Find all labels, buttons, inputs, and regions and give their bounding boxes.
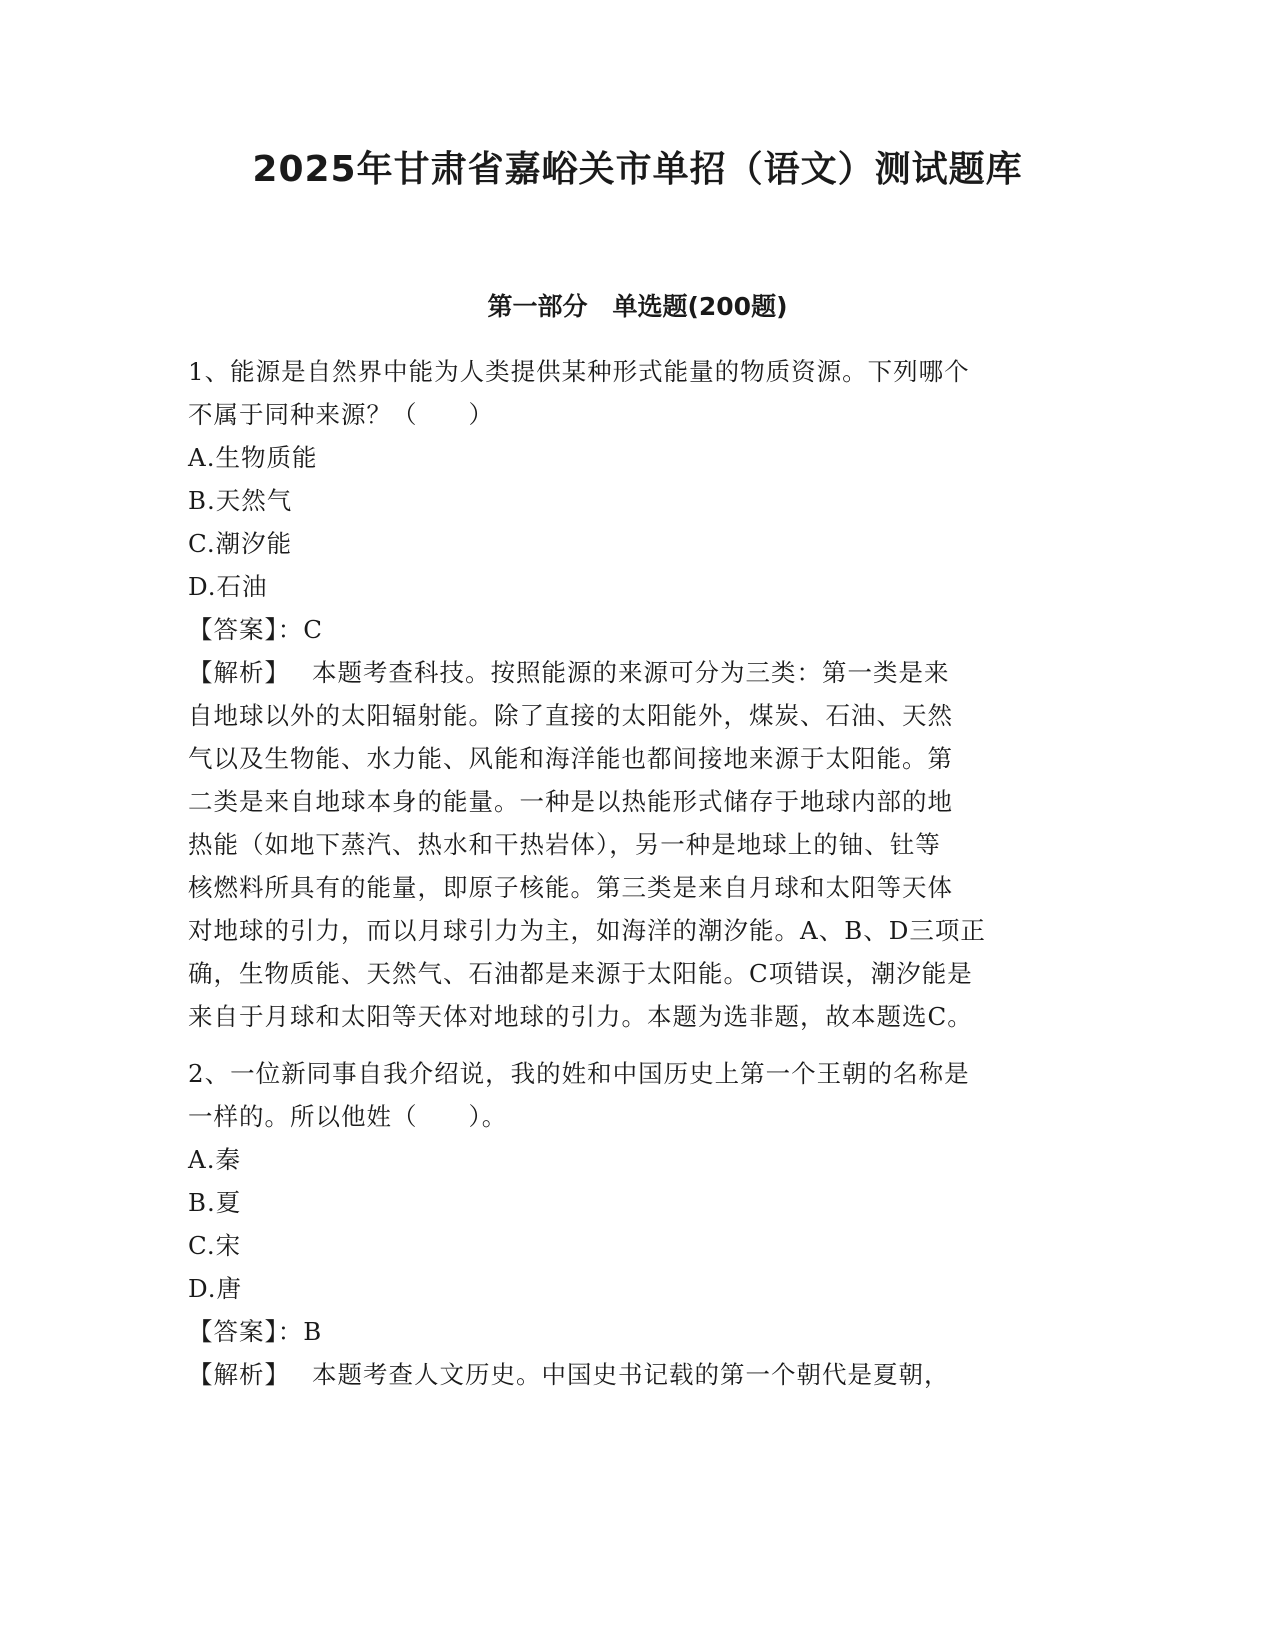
- question-list: [188, 350, 1088, 1396]
- document-title: 2025年甘肃省嘉峪关市单招（语文）测试题库: [252, 149, 1023, 190]
- analysis-line: 热能（如地下蒸汽、热水和干热岩体），另一种是地球上的铀、钍等: [188, 830, 941, 859]
- analysis-line: 对地球的引力，而以月球引力为主，如海洋的潮汐能。A、B、D三项正: [188, 916, 986, 945]
- option-b: B.夏: [188, 1188, 242, 1217]
- answer-label: 【答案】：: [188, 615, 304, 644]
- option-d: D.唐: [188, 1274, 243, 1303]
- analysis: [188, 651, 1088, 1038]
- answer-line: [188, 608, 1088, 651]
- analysis-line: 核燃料所具有的能量，即原子核能。第三类是来自月球和太阳等天体: [188, 873, 953, 902]
- analysis-line: 二类是来自地球本身的能量。一种是以热能形式储存于地球内部的地: [188, 787, 953, 816]
- analysis: [188, 1353, 1088, 1396]
- analysis-text: 本题考查科技。按照能源的来源可分为三类：第一类是来: [312, 658, 950, 687]
- answer-value: B: [303, 1317, 323, 1346]
- option-a: A.生物质能: [188, 443, 318, 472]
- answer-value: C: [303, 615, 323, 644]
- stem-line: 一样的。所以他姓（ ）。: [188, 1102, 508, 1131]
- stem-line: 2、一位新同事自我介绍说，我的姓和中国历史上第一个王朝的名称是: [188, 1059, 970, 1088]
- option-b: B.天然气: [188, 486, 293, 515]
- analysis-line: [188, 651, 1088, 694]
- question-2: [188, 1052, 1088, 1396]
- analysis-text: 本题考查人文历史。中国史书记载的第一个朝代是夏朝，: [312, 1360, 950, 1389]
- stem-line: 1、能源是自然界中能为人类提供某种形式能量的物质资源。下列哪个: [188, 357, 970, 386]
- option-d: D.石油: [188, 572, 268, 601]
- analysis-line: 气以及生物能、水力能、风能和海洋能也都间接地来源于太阳能。第: [188, 744, 953, 773]
- analysis-label: 【解析】: [188, 658, 278, 687]
- analysis-line: 来自于月球和太阳等天体对地球的引力。本题为选非题，故本题选C。: [188, 1002, 973, 1031]
- option-c: C.潮汐能: [188, 529, 293, 558]
- analysis-line: 自地球以外的太阳辐射能。除了直接的太阳能外，煤炭、石油、天然: [188, 701, 953, 730]
- section-title: 第一部分 单选题(200题): [487, 292, 788, 321]
- option-a: A.秦: [188, 1145, 241, 1174]
- analysis-line: [188, 1353, 1088, 1396]
- option-c: C.宋: [188, 1231, 242, 1260]
- question-1: [188, 350, 1088, 1038]
- stem-line: 不属于同种来源？（ ）: [188, 400, 494, 429]
- analysis-line: 确，生物质能、天然气、石油都是来源于太阳能。C项错误，潮汐能是: [188, 959, 973, 988]
- answer-line: [188, 1310, 1088, 1353]
- question-stem: [188, 350, 1088, 436]
- analysis-label: 【解析】: [188, 1360, 278, 1389]
- answer-label: 【答案】：: [188, 1317, 304, 1346]
- question-stem: [188, 1052, 1088, 1138]
